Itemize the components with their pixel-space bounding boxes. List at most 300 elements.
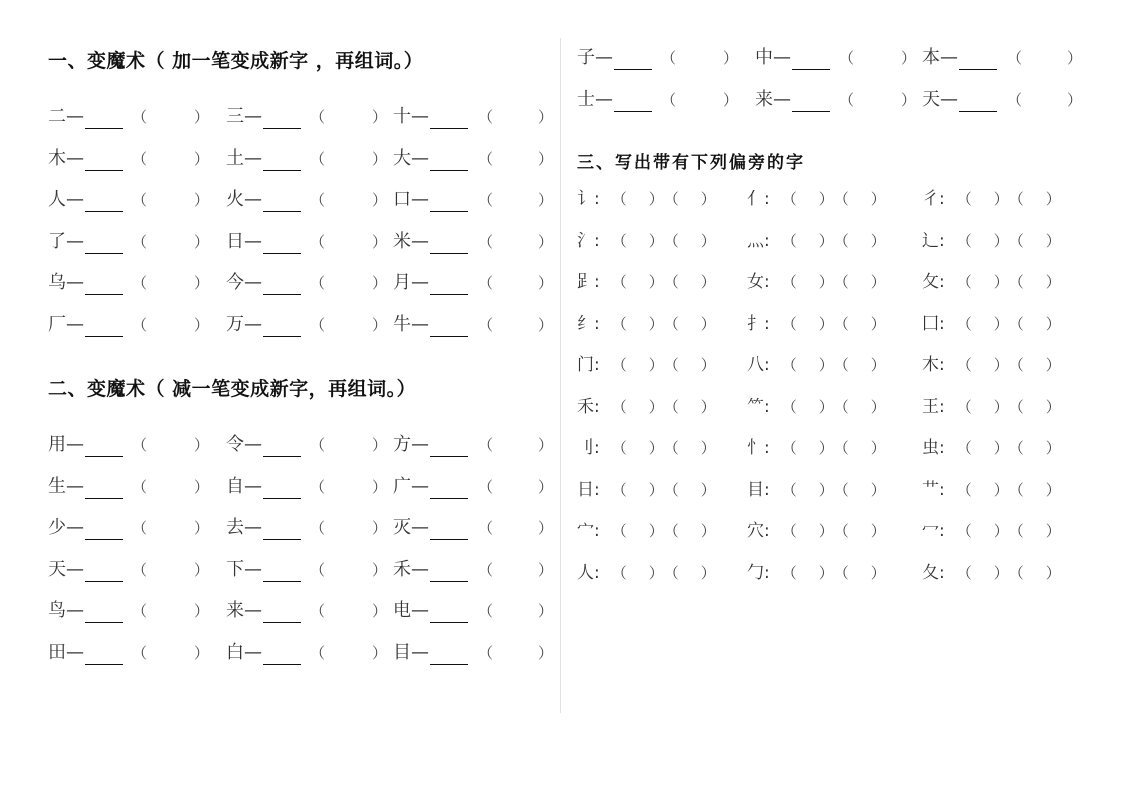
answer-blank[interactable] (614, 91, 652, 112)
answer-blank[interactable] (263, 478, 301, 499)
char-blank-open[interactable]: （ (781, 522, 797, 540)
word-blank-open[interactable]: （ (661, 90, 677, 109)
dash: — (411, 475, 429, 497)
char-blank-open[interactable]: （ (1008, 480, 1024, 499)
char-blank-close: ） (870, 439, 886, 457)
radical-character: ⺮ (747, 396, 764, 417)
section1-item (226, 147, 301, 171)
word-blank-close: ） (372, 602, 388, 620)
char-blank-open[interactable]: （ (611, 356, 627, 374)
word-blank-open[interactable]: （ (310, 519, 326, 537)
char-blank-open[interactable]: （ (956, 273, 972, 291)
word-blank-close: ） (372, 560, 388, 579)
char-blank-open[interactable]: （ (781, 314, 797, 333)
char-blank-open[interactable]: （ (833, 439, 849, 457)
answer-blank[interactable] (85, 561, 123, 582)
dash: — (411, 106, 429, 127)
dash: — (244, 230, 262, 252)
answer-blank[interactable] (430, 150, 468, 171)
section1-item (393, 271, 468, 295)
word-blank-close: ） (194, 274, 210, 292)
answer-blank[interactable] (85, 644, 123, 665)
dash: — (244, 475, 262, 497)
char-blank-open[interactable]: （ (833, 314, 849, 333)
word-blank-open[interactable]: （ (310, 108, 326, 126)
radical-character: 纟 (577, 313, 594, 334)
dash: — (411, 230, 429, 252)
word-blank-open[interactable]: （ (661, 49, 677, 67)
dash: — (244, 641, 262, 663)
char-blank-open[interactable]: （ (781, 273, 797, 291)
answer-blank[interactable] (263, 150, 301, 171)
section2-row (48, 516, 553, 540)
dash: — (411, 558, 429, 580)
char-blank-close: ） (648, 439, 664, 457)
section1-item (48, 188, 123, 212)
word-blank-open[interactable]: （ (132, 108, 148, 126)
section2-title: 二、变魔术（ 减一笔变成新字，再组词。） (48, 378, 417, 400)
answer-blank[interactable] (263, 316, 301, 337)
dash: — (411, 313, 429, 335)
char-blank-open[interactable]: （ (781, 397, 797, 416)
colon: : (939, 313, 945, 334)
answer-blank[interactable] (430, 478, 468, 499)
word-blank-close: ） (194, 436, 210, 454)
answer-blank[interactable] (430, 108, 468, 129)
char-blank-close: ） (700, 231, 716, 250)
radical-item (922, 519, 1061, 543)
word-blank-open[interactable]: （ (839, 90, 855, 109)
radical-character: 扌 (747, 313, 764, 334)
radical-character: 讠 (577, 189, 594, 209)
answer-blank[interactable] (85, 191, 123, 212)
radical-item (577, 312, 716, 336)
char-blank-close: ） (1045, 439, 1061, 457)
word-blank-open[interactable]: （ (310, 436, 326, 454)
answer-blank[interactable] (85, 150, 123, 171)
dash: — (411, 147, 429, 169)
word-blank-open[interactable]: （ (132, 560, 148, 579)
source-character: 人 (48, 189, 66, 210)
char-blank-open[interactable]: （ (611, 563, 627, 582)
word-blank-close: ） (372, 274, 388, 292)
section1-continued-item (922, 88, 997, 112)
source-character: 中 (755, 47, 773, 68)
radical-row (577, 436, 1082, 460)
section1-row (48, 105, 553, 129)
char-blank-open[interactable]: （ (956, 190, 972, 208)
word-blank-close: ） (538, 602, 554, 620)
word-blank-open[interactable]: （ (478, 436, 494, 454)
word-blank-open[interactable]: （ (478, 108, 494, 126)
dash: — (66, 272, 84, 293)
char-blank-open[interactable]: （ (663, 273, 679, 291)
radical-item (577, 519, 716, 543)
word-blank-close: ） (538, 191, 554, 209)
radical-character: 𧾷 (577, 272, 594, 292)
colon: : (594, 313, 600, 334)
word-blank-open[interactable]: （ (478, 232, 494, 251)
source-character: 禾 (393, 558, 411, 580)
char-blank-open[interactable]: （ (956, 480, 972, 499)
answer-blank[interactable] (263, 274, 301, 295)
word-blank-open[interactable]: （ (132, 315, 148, 334)
char-blank-open[interactable]: （ (1008, 231, 1024, 250)
char-blank-close: ） (700, 397, 716, 416)
char-blank-open[interactable]: （ (663, 231, 679, 250)
char-blank-open[interactable]: （ (1008, 314, 1024, 333)
char-blank-open[interactable]: （ (833, 480, 849, 499)
word-blank-close: ） (538, 643, 554, 662)
char-blank-close: ） (1045, 273, 1061, 291)
char-blank-close: ） (818, 480, 834, 499)
section1-row (48, 313, 553, 337)
word-blank-close: ） (1067, 90, 1083, 109)
answer-blank[interactable] (430, 644, 468, 665)
answer-blank[interactable] (263, 519, 301, 540)
word-blank-close: ） (538, 477, 554, 496)
dash: — (244, 106, 262, 127)
section2-item (48, 599, 123, 623)
colon: : (939, 272, 945, 292)
char-blank-close: ） (993, 273, 1009, 291)
char-blank-open[interactable]: （ (1008, 563, 1024, 582)
colon: : (764, 313, 770, 334)
char-blank-close: ） (700, 480, 716, 499)
source-character: 士 (577, 88, 595, 110)
answer-blank[interactable] (263, 233, 301, 254)
char-blank-open[interactable]: （ (611, 480, 627, 499)
char-blank-open[interactable]: （ (611, 273, 627, 291)
char-blank-close: ） (648, 522, 664, 540)
radical-character: 氵 (577, 230, 594, 251)
char-blank-close: ） (818, 273, 834, 291)
answer-blank[interactable] (263, 602, 301, 623)
char-blank-open[interactable]: （ (833, 273, 849, 291)
word-blank-close: ） (723, 49, 739, 67)
answer-blank[interactable] (85, 108, 123, 129)
radical-item (922, 561, 1061, 585)
section1-item (48, 105, 123, 129)
char-blank-open[interactable]: （ (611, 522, 627, 540)
dash: — (244, 313, 262, 335)
char-blank-open[interactable]: （ (611, 439, 627, 457)
section2-item (226, 641, 301, 665)
word-blank-open[interactable]: （ (839, 49, 855, 67)
section1-item (393, 147, 468, 171)
answer-blank[interactable] (85, 274, 123, 295)
radical-character: 夂 (922, 562, 939, 583)
word-blank-open[interactable]: （ (478, 643, 494, 662)
radical-item (922, 312, 1061, 336)
colon: : (764, 479, 770, 500)
answer-blank[interactable] (85, 316, 123, 337)
char-blank-open[interactable]: （ (1008, 190, 1024, 208)
source-character: 白 (226, 641, 244, 663)
radical-item (747, 187, 886, 211)
char-blank-close: ） (993, 190, 1009, 208)
answer-blank[interactable] (959, 91, 997, 112)
word-blank-open[interactable]: （ (132, 602, 148, 620)
word-blank-close: ） (194, 149, 210, 168)
char-blank-open[interactable]: （ (956, 522, 972, 540)
answer-blank[interactable] (959, 49, 997, 70)
char-blank-open[interactable]: （ (956, 397, 972, 416)
colon: : (764, 438, 770, 458)
answer-blank[interactable] (792, 49, 830, 70)
char-blank-close: ） (870, 190, 886, 208)
section1-item (226, 313, 301, 337)
section1-item (393, 188, 468, 212)
source-character: 田 (48, 641, 66, 663)
char-blank-close: ） (1045, 190, 1061, 208)
char-blank-close: ） (993, 356, 1009, 374)
char-blank-open[interactable]: （ (1008, 439, 1024, 457)
char-blank-open[interactable]: （ (1008, 522, 1024, 540)
char-blank-open[interactable]: （ (611, 231, 627, 250)
source-character: 自 (226, 475, 244, 497)
word-blank-open[interactable]: （ (132, 436, 148, 454)
section2-item (393, 475, 468, 499)
word-blank-open[interactable]: （ (310, 149, 326, 168)
colon: : (764, 562, 770, 583)
radical-item (922, 187, 1061, 211)
answer-blank[interactable] (85, 478, 123, 499)
section2-item (226, 516, 301, 540)
radical-row (577, 229, 1082, 253)
char-blank-open[interactable]: （ (611, 190, 627, 208)
word-blank-open[interactable]: （ (310, 560, 326, 579)
char-blank-open[interactable]: （ (833, 522, 849, 540)
char-blank-open[interactable]: （ (833, 563, 849, 582)
word-blank-open[interactable]: （ (132, 191, 148, 209)
char-blank-open[interactable]: （ (833, 190, 849, 208)
answer-blank[interactable] (430, 233, 468, 254)
answer-blank[interactable] (263, 644, 301, 665)
source-character: 本 (922, 47, 940, 68)
word-blank-open[interactable]: （ (132, 643, 148, 662)
source-character: 目 (393, 641, 411, 663)
char-blank-open[interactable]: （ (663, 522, 679, 540)
radical-character: 辶 (922, 230, 939, 251)
char-blank-open[interactable]: （ (1008, 356, 1024, 374)
char-blank-close: ） (700, 439, 716, 457)
word-blank-open[interactable]: （ (310, 315, 326, 334)
char-blank-open[interactable]: （ (781, 439, 797, 457)
radical-character: 勹 (747, 562, 764, 583)
section1-item (48, 313, 123, 337)
answer-blank[interactable] (430, 561, 468, 582)
dash: — (244, 189, 262, 210)
answer-blank[interactable] (430, 274, 468, 295)
word-blank-close: ） (372, 519, 388, 537)
source-character: 鸟 (48, 600, 66, 621)
word-blank-open[interactable]: （ (478, 191, 494, 209)
word-blank-close: ） (538, 274, 554, 292)
char-blank-open[interactable]: （ (956, 439, 972, 457)
char-blank-open[interactable]: （ (956, 563, 972, 582)
answer-blank[interactable] (85, 602, 123, 623)
char-blank-open[interactable]: （ (833, 231, 849, 250)
radical-row (577, 519, 1082, 543)
word-blank-open[interactable]: （ (310, 274, 326, 292)
char-blank-close: ） (818, 439, 834, 457)
char-blank-open[interactable]: （ (663, 356, 679, 374)
dash: — (244, 147, 262, 169)
word-blank-close: ） (538, 436, 554, 454)
section2-item (48, 558, 123, 582)
char-blank-open[interactable]: （ (1008, 273, 1024, 291)
word-blank-open[interactable]: （ (132, 519, 148, 537)
word-blank-open[interactable]: （ (132, 149, 148, 168)
answer-blank[interactable] (430, 191, 468, 212)
word-blank-open[interactable]: （ (478, 477, 494, 496)
radical-row (577, 395, 1082, 419)
section1-item (393, 105, 468, 129)
char-blank-close: ） (818, 522, 834, 540)
section2-row (48, 641, 553, 665)
answer-blank[interactable] (263, 436, 301, 457)
char-blank-close: ） (700, 563, 716, 582)
answer-blank[interactable] (792, 91, 830, 112)
char-blank-open[interactable]: （ (781, 480, 797, 499)
radical-character: 灬 (747, 230, 764, 251)
char-blank-open[interactable]: （ (663, 397, 679, 416)
char-blank-close: ） (870, 397, 886, 416)
colon: : (939, 438, 945, 458)
char-blank-open[interactable]: （ (956, 356, 972, 374)
char-blank-open[interactable]: （ (663, 480, 679, 499)
colon: : (764, 355, 770, 375)
char-blank-open[interactable]: （ (833, 397, 849, 416)
dash: — (595, 47, 613, 68)
char-blank-close: ） (648, 190, 664, 208)
word-blank-open[interactable]: （ (478, 602, 494, 620)
dash: — (66, 641, 84, 663)
radical-character: 彳 (922, 189, 939, 209)
word-blank-open[interactable]: （ (310, 191, 326, 209)
dash: — (66, 147, 84, 169)
radical-character: 日 (577, 479, 594, 500)
char-blank-open[interactable]: （ (781, 190, 797, 208)
word-blank-close: ） (372, 315, 388, 334)
char-blank-close: ） (993, 439, 1009, 457)
char-blank-open[interactable]: （ (663, 439, 679, 457)
char-blank-open[interactable]: （ (663, 563, 679, 582)
char-blank-close: ） (818, 314, 834, 333)
word-blank-open[interactable]: （ (478, 315, 494, 334)
char-blank-open[interactable]: （ (781, 231, 797, 250)
char-blank-open[interactable]: （ (663, 314, 679, 333)
word-blank-open[interactable]: （ (310, 643, 326, 662)
section2-row (48, 599, 553, 623)
char-blank-close: ） (870, 480, 886, 499)
answer-blank[interactable] (263, 561, 301, 582)
word-blank-open[interactable]: （ (478, 560, 494, 579)
word-blank-close: ） (194, 108, 210, 126)
char-blank-close: ） (993, 314, 1009, 333)
word-blank-close: ） (372, 643, 388, 662)
char-blank-open[interactable]: （ (663, 190, 679, 208)
section1-item (226, 188, 301, 212)
word-blank-close: ） (901, 49, 917, 67)
dash: — (773, 88, 791, 110)
radical-character: 穴 (747, 521, 764, 541)
word-blank-open[interactable]: （ (310, 477, 326, 496)
section1-continued-row (577, 46, 1082, 70)
word-blank-open[interactable]: （ (132, 274, 148, 292)
word-blank-open[interactable]: （ (1007, 49, 1023, 67)
source-character: 土 (226, 147, 244, 169)
dash: — (411, 272, 429, 293)
answer-blank[interactable] (85, 519, 123, 540)
char-blank-open[interactable]: （ (781, 563, 797, 582)
radical-row (577, 353, 1082, 377)
section1-continued-item (577, 88, 652, 112)
answer-blank[interactable] (85, 436, 123, 457)
dash: — (66, 189, 84, 210)
dash: — (244, 558, 262, 580)
word-blank-open[interactable]: （ (310, 232, 326, 251)
char-blank-open[interactable]: （ (781, 356, 797, 374)
section2-row (48, 433, 553, 457)
char-blank-open[interactable]: （ (1008, 397, 1024, 416)
radical-item (922, 353, 1061, 377)
source-character: 灭 (393, 517, 411, 538)
answer-blank[interactable] (614, 49, 652, 70)
word-blank-close: ） (372, 191, 388, 209)
answer-blank[interactable] (85, 233, 123, 254)
answer-blank[interactable] (430, 316, 468, 337)
char-blank-open[interactable]: （ (611, 397, 627, 416)
dash: — (244, 517, 262, 538)
colon: : (939, 479, 945, 500)
word-blank-open[interactable]: （ (310, 602, 326, 620)
radical-item (577, 478, 716, 502)
radical-character: 门 (577, 355, 594, 375)
answer-blank[interactable] (263, 191, 301, 212)
radical-item (577, 395, 716, 419)
char-blank-close: ） (1045, 522, 1061, 540)
dash: — (411, 600, 429, 621)
dash: — (66, 475, 84, 497)
answer-blank[interactable] (430, 602, 468, 623)
char-blank-close: ） (700, 522, 716, 540)
word-blank-close: ） (194, 315, 210, 334)
word-blank-open[interactable]: （ (478, 149, 494, 168)
section2-item (393, 516, 468, 540)
colon: : (594, 230, 600, 251)
dash: — (66, 106, 84, 127)
answer-blank[interactable] (430, 436, 468, 457)
word-blank-close: ） (372, 232, 388, 251)
word-blank-open[interactable]: （ (478, 274, 494, 292)
word-blank-open[interactable]: （ (132, 477, 148, 496)
answer-blank[interactable] (430, 519, 468, 540)
char-blank-open[interactable]: （ (611, 314, 627, 333)
char-blank-open[interactable]: （ (956, 314, 972, 333)
source-character: 二 (48, 106, 66, 127)
word-blank-open[interactable]: （ (132, 232, 148, 251)
word-blank-open[interactable]: （ (1007, 90, 1023, 109)
colon: : (594, 562, 600, 583)
radical-item (577, 187, 716, 211)
char-blank-open[interactable]: （ (956, 231, 972, 250)
answer-blank[interactable] (263, 108, 301, 129)
char-blank-open[interactable]: （ (833, 356, 849, 374)
section2-item (48, 516, 123, 540)
word-blank-open[interactable]: （ (478, 519, 494, 537)
